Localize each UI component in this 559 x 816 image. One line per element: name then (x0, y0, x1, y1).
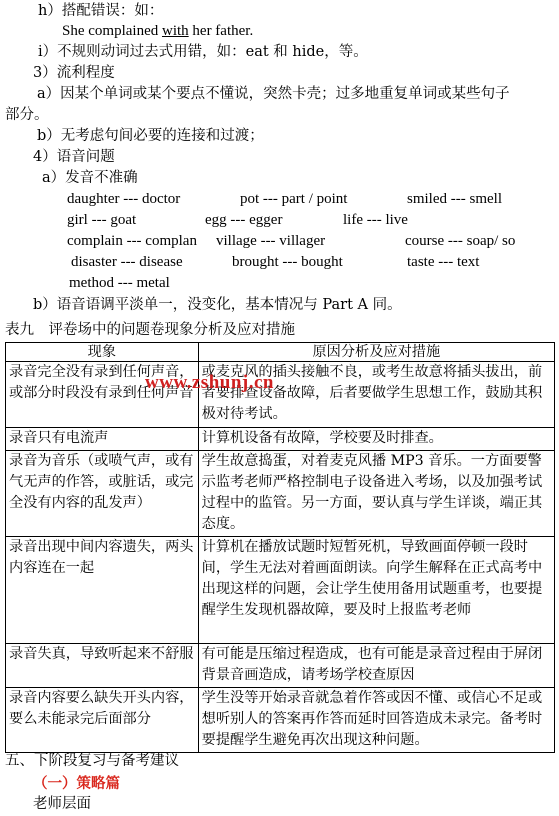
pron-word: egg --- egger (205, 212, 283, 228)
pron-word: brought --- bought (232, 254, 343, 270)
phenomenon-cell: 录音出现中间内容遗失，两头内容连在一起 (6, 537, 199, 644)
teacher-level-heading: 老师层面 (33, 796, 91, 812)
item-b-fluency: b）无考虑句间必要的连接和过渡； (37, 128, 264, 144)
pron-word: complain --- complan (67, 233, 197, 249)
measure-cell: 计算机设备有故障，学校要及时排查。 (198, 428, 554, 451)
heading-pronunciation: 4）语音问题 (33, 149, 115, 165)
header-phenomenon: 现象 (6, 343, 199, 362)
strategy-subheading: （一）策略篇 (33, 775, 120, 792)
table-row (6, 428, 555, 451)
table-header-row (6, 343, 555, 362)
underlined-word: with (161, 23, 189, 39)
phenomenon-cell: 录音内容要么缺失开头内容，要么未能录完后面部分 (6, 688, 199, 753)
item-h-label: h）搭配错误：如： (38, 3, 164, 19)
analysis-table (5, 342, 555, 753)
pron-word: pot --- part / point (240, 191, 348, 207)
example-sentence (62, 22, 253, 41)
pron-word: village --- villager (216, 233, 326, 249)
table-row (6, 451, 555, 537)
phenomenon-cell: 录音失真，导致听起来不舒服 (6, 644, 199, 688)
table-row (6, 644, 555, 688)
table-caption: 表九 评卷场中的问题卷现象分析及应对措施 (5, 322, 295, 338)
table-row (6, 537, 555, 644)
pron-word: course --- soap/ so (405, 233, 516, 249)
measure-cell: 或麦克风的插头接触不良，或考生故意将插头拔出，前者要排查设备故障，后者要做学生思想工作，鼓励其积极对待考试。 (198, 362, 554, 428)
pron-word: smiled --- smell (407, 191, 502, 207)
watermark: www.zshunj.cn (145, 372, 274, 393)
measure-cell: 计算机在播放试题时短暂死机，导致画面停顿一段时间，学生无法对着画面朗读。向学生解释在正式高考中出现这样的问题，会让学生使用备用试题重考，也要提醒学生发现机器故障，要及时上报监考老师 (198, 537, 554, 644)
pron-word: daughter --- doctor (67, 191, 181, 207)
item-i: i）不规则动词过去式用错，如：eat 和 hide，等。 (38, 44, 368, 60)
table-row (6, 688, 555, 753)
measure-cell: 学生故意捣蛋，对着麦克风播 MP3 音乐。一方面要警示监考老师严格控制电子设备进入考场，以及加强考试过程中的监管。另一方面，要认真与学生详谈，端正其态度。 (198, 451, 554, 537)
phenomenon-cell: 录音为音乐（或喷气声，或有气无声的作答，或脏话，或完全没有内容的乱发声） (6, 451, 199, 537)
example-post: her father. (188, 23, 254, 39)
phenomenon-cell: 录音只有电流声 (6, 428, 199, 451)
item-b-pronunciation: b）语音语调平淡单一，没变化，基本情况与 Part A 同。 (33, 297, 402, 313)
heading-fluency: 3）流利程度 (33, 65, 115, 81)
header-cause-measures: 原因分析及应对措施 (198, 343, 554, 362)
measure-cell: 有可能是压缩过程造成，也有可能是录音过程由于屏闭背景音画造成，请考场学校查原因 (198, 644, 554, 688)
pron-word: method --- metal (69, 275, 170, 291)
example-pre: She complained (62, 23, 162, 39)
pron-word: taste --- text (407, 254, 480, 270)
pron-word: disaster --- disease (71, 254, 183, 270)
pron-word: girl --- goat (67, 212, 137, 228)
item-a-pronunciation: a）发音不准确 (42, 170, 138, 186)
table-row (6, 362, 555, 428)
measure-cell: 学生没等开始录音就急着作答或因不懂、或信心不足或想听别人的答案再作答而延时回答造成未录完。备考时要提醒学生避免再次出现这种问题。 (198, 688, 554, 753)
pron-word: life --- live (343, 212, 408, 228)
item-a-fluency-line1: a）因某个单词或某个要点不懂说，突然卡壳；过多地重复单词或某些句子 (37, 86, 510, 102)
phenomenon-cell: 录音完全没有录到任何声音，或部分时段没有录到任何声音 (6, 362, 199, 428)
section-five-heading: 五、下阶段复习与备考建议 (5, 753, 179, 769)
item-a-fluency-line2: 部分。 (5, 107, 49, 123)
